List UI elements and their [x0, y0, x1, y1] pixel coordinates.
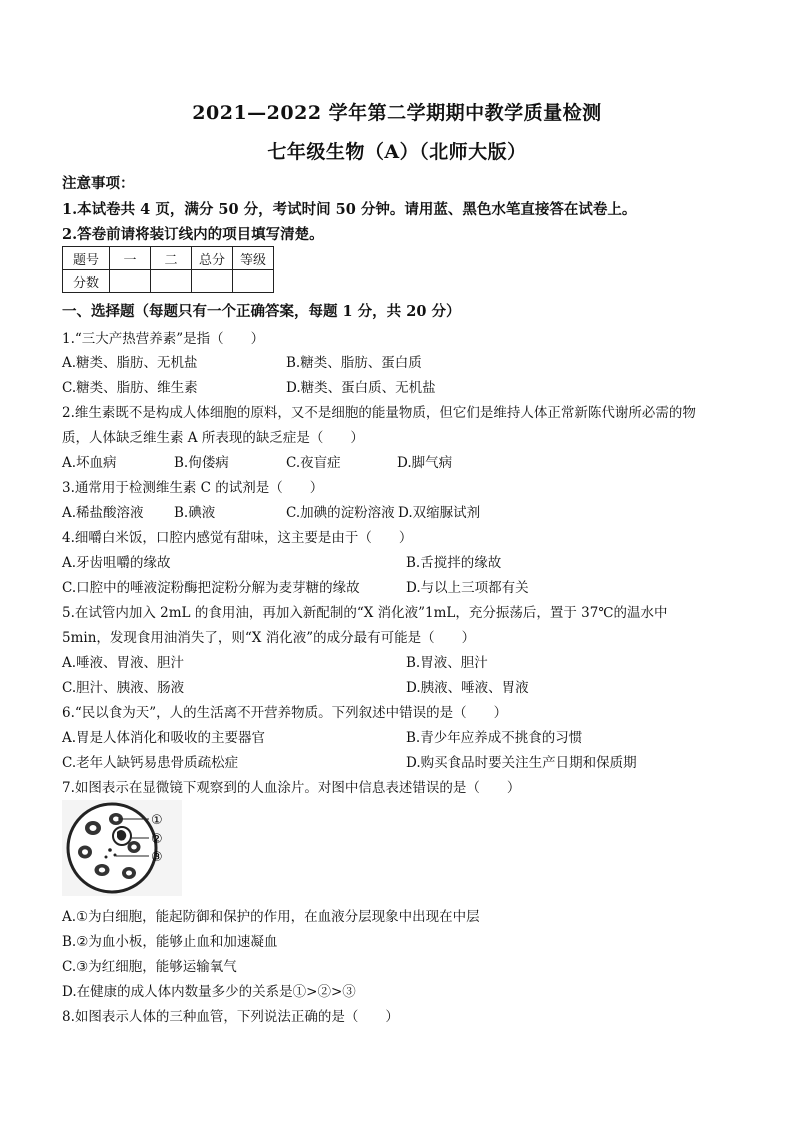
question-5-stem-line-2: 5min，发现食用油消失了，则“X 消化液”的成分最有可能是（ ） — [62, 630, 476, 646]
score-cell: 等级 — [233, 247, 274, 270]
score-cell: 一 — [110, 247, 151, 270]
notes-heading: 注意事项： — [62, 175, 135, 192]
exam-subtitle: 七年级生物（A）（北师大版） — [267, 141, 527, 163]
question-7-stem: 7.如图表示在显微镜下观察到的人血涂片。对图中信息表述错误的是（ ） — [62, 780, 521, 796]
score-input-cell[interactable] — [110, 270, 151, 293]
question-4-option-a: A.牙齿咀嚼的缘故 — [62, 555, 171, 571]
platelet — [105, 856, 108, 859]
cell-center — [82, 849, 88, 855]
question-7-option-d: D.在健康的成人体内数量多少的关系是①>②>③ — [62, 984, 356, 1000]
score-table — [62, 246, 274, 293]
question-1-option-c: C.糖类、脂肪、维生素 — [62, 380, 198, 396]
question-7-option-a: A.①为白细胞，能起防御和保护的作用，在血液分层现象中出现在中层 — [62, 909, 480, 925]
cell-center — [126, 871, 132, 876]
section-heading: 一、选择题（每题只有一个正确答案，每题 1 分，共 20 分） — [62, 303, 461, 320]
score-cell: 总分 — [192, 247, 233, 270]
question-6-option-b: B.青少年应养成不挑食的习惯 — [406, 730, 583, 746]
question-5-option-a: A.唾液、胃液、胆汁 — [62, 655, 185, 671]
question-1-option-b: B.糖类、脂肪、蛋白质 — [286, 355, 422, 371]
exam-title: 2021—2022 学年第二学期期中教学质量检测 — [192, 102, 602, 124]
question-2-option-d: D.脚气病 — [397, 455, 453, 471]
question-5-option-b: B.胃液、胆汁 — [406, 655, 488, 671]
question-2-stem-line-1: 2.维生素既不是构成人体细胞的原料，又不是细胞的能量物质，但它们是维持人体正常新陈代谢所必需的物 — [62, 405, 696, 421]
score-cell: 分数 — [63, 270, 110, 293]
question-7-option-b: B.②为血小板，能够止血和加速凝血 — [62, 934, 278, 950]
question-2-stem-line-2: 质，人体缺乏维生素 A 所表现的缺乏症是（ ） — [62, 430, 364, 446]
question-3-option-c: C.加碘的淀粉溶液 — [286, 505, 395, 521]
question-6-stem: 6.“民以食为天”，人的生活离不开营养物质。下列叙述中错误的是（ ） — [62, 705, 508, 721]
question-6-option-a: A.胃是人体消化和吸收的主要器官 — [62, 730, 266, 746]
cell-center — [131, 845, 137, 850]
question-1-option-d: D.糖类、蛋白质、无机盐 — [286, 380, 436, 396]
question-4-option-d: D.与以上三项都有关 — [406, 580, 529, 596]
question-2-option-b: B.佝偻病 — [174, 455, 229, 471]
question-3-option-a: A.稀盐酸溶液 — [62, 505, 144, 521]
figure-label-1: ① — [151, 813, 163, 828]
question-8-stem: 8.如图表示人体的三种血管，下列说法正确的是（ ） — [62, 1009, 399, 1025]
question-6-option-d: D.购买食品时要关注生产日期和保质期 — [406, 755, 637, 771]
figure-label-3: ③ — [151, 850, 163, 865]
blood-smear-figure — [62, 800, 182, 896]
score-input-cell[interactable] — [192, 270, 233, 293]
question-2-option-a: A.坏血病 — [62, 455, 117, 471]
question-3-stem: 3.通常用于检测维生素 C 的试剂是（ ） — [62, 480, 324, 496]
score-table-header-row — [63, 247, 274, 270]
note-item-2: 2.答卷前请将装订线内的项目填写清楚。 — [62, 226, 324, 243]
question-4-option-c: C.口腔中的唾液淀粉酶把淀粉分解为麦芽糖的缘故 — [62, 580, 360, 596]
question-5-option-d: D.胰液、唾液、胃液 — [406, 680, 529, 696]
score-input-cell[interactable] — [151, 270, 192, 293]
note-item-1: 1.本试卷共 4 页，满分 50 分，考试时间 50 分钟。请用蓝、黑色水笔直接答在试卷上。 — [62, 201, 637, 218]
cell-center — [90, 825, 97, 831]
question-7-option-c: C.③为红细胞，能够运输氧气 — [62, 959, 237, 975]
platelet — [108, 848, 112, 852]
question-5-option-c: C.胆汁、胰液、肠液 — [62, 680, 185, 696]
score-cell: 题号 — [63, 247, 110, 270]
question-1-stem: 1.“三大产热营养素”是指（ ） — [62, 331, 265, 347]
score-table-value-row — [63, 270, 274, 293]
question-3-option-b: B.碘液 — [174, 505, 216, 521]
question-5-stem-line-1: 5.在试管内加入 2mL 的食用油，再加入新配制的“X 消化液”1mL，充分振荡后，置于 37℃的温水中 — [62, 605, 668, 621]
question-2-option-c: C.夜盲症 — [286, 455, 341, 471]
question-3-option-d: D.双缩脲试剂 — [398, 505, 481, 521]
white-blood-cell — [113, 827, 131, 845]
score-input-cell[interactable] — [233, 270, 274, 293]
figure-label-2: ② — [151, 832, 163, 847]
question-6-option-c: C.老年人缺钙易患骨质疏松症 — [62, 755, 239, 771]
question-4-option-b: B.舌搅拌的缘故 — [406, 555, 502, 571]
score-cell: 二 — [151, 247, 192, 270]
question-4-stem: 4.细嚼白米饭，口腔内感觉有甜味，这主要是由于（ ） — [62, 530, 413, 546]
cell-center — [99, 868, 105, 873]
question-1-option-a: A.糖类、脂肪、无机盐 — [62, 355, 198, 371]
